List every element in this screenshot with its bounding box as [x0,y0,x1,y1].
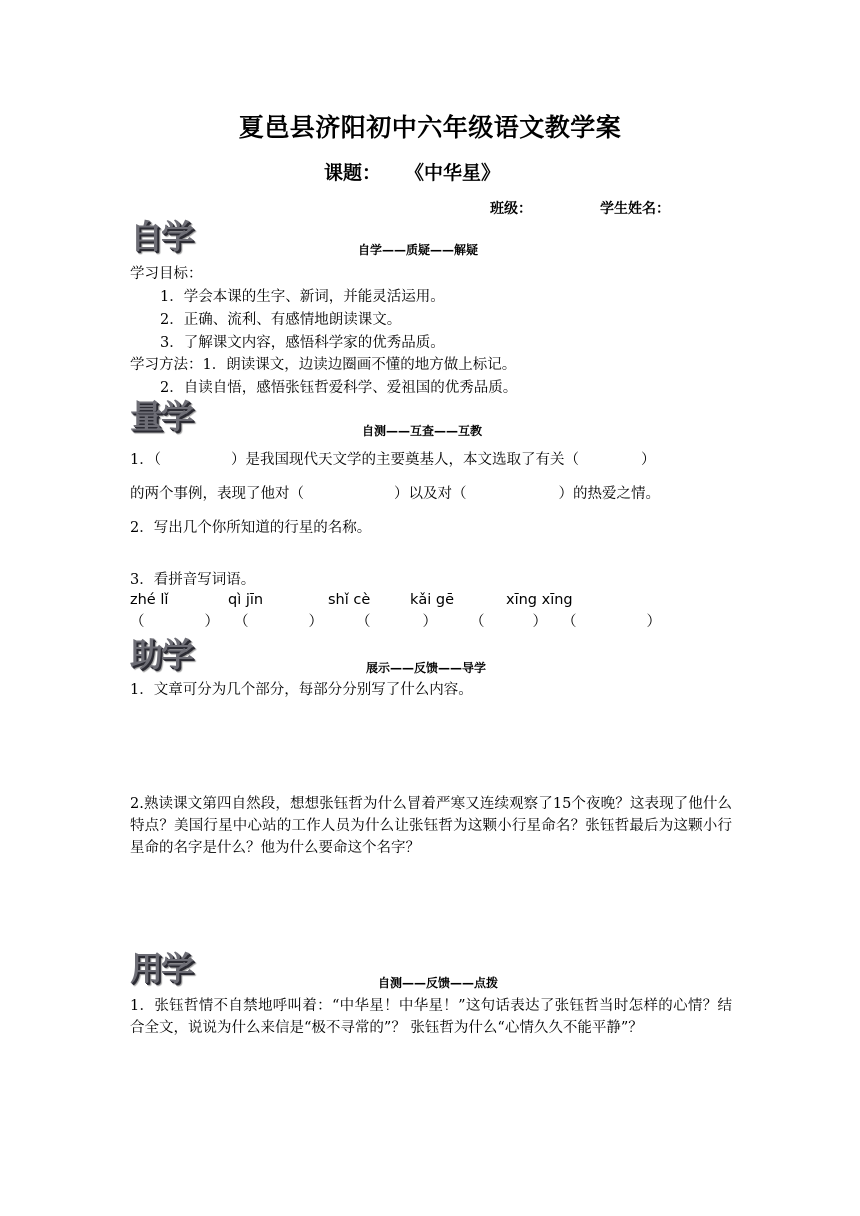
lesson-label: 课题： [324,162,382,184]
help-question-1: 1．文章可分为几个部分，每部分分别写了什么内容。 [130,682,473,698]
question-1-line-2: 的两个事例，表现了他对（ ）以及对（ ）的热爱之情。 [130,486,660,502]
method-item: 2．自读自悟，感悟张钰哲爱科学、爱祖国的优秀品质。 [160,380,518,396]
pinyin-item: xīng xīng [506,592,573,608]
section-subtitle-apply: 自测——反馈——点拨 [378,976,499,990]
goal-item: 1．学会本课的生字、新词，并能灵活运用。 [160,289,445,305]
lesson-title [324,158,500,185]
class-info [490,198,670,218]
lesson-name: 《中华星》 [405,162,501,184]
section-subtitle-help: 展示——反馈——导学 [366,661,487,675]
answer-blank[interactable]: （ ） [234,614,323,630]
section-icon-self-study: 自学 [130,217,192,256]
answer-blank[interactable]: （ ） [470,614,547,630]
pinyin-item: zhé lǐ [130,592,169,608]
pinyin-item: kǎi gē [410,592,455,608]
page-title: 夏邑县济阳初中六年级语文教学案 [238,113,622,142]
answer-blank[interactable]: （ ） [130,614,219,630]
class-label: 班级： [490,201,532,217]
method-item: 学习方法：1．朗读课文，边读边圈画不懂的地方做上标记。 [130,357,517,373]
answer-blank[interactable]: （ ） [562,614,661,630]
answer-blank[interactable]: （ ） [356,614,437,630]
pinyin-row [130,592,730,612]
pinyin-item: shǐ cè [328,592,371,608]
section-subtitle-self-study: 自学——质疑——解疑 [358,243,479,257]
question-1-line-1: 1．（ ）是我国现代天文学的主要奠基人，本文选取了有关（ ） [130,452,656,468]
help-question-2: 2.熟读课文第四自然段，想想张钰哲为什么冒着严寒又连续观察了15个夜晚？这表现了他什么特点？美国行星中心站的工作人员为什么让张钰哲为这颗小行星命名？张钰哲最后为这颗小行星命的名字是什么？他为什么要命这个名字？ [130,796,732,857]
student-name-label: 学生姓名： [600,201,670,217]
answer-brackets-row [130,612,690,632]
section-icon-apply: 用学 [130,949,192,988]
section-subtitle-measure: 自测——互查——互教 [362,424,483,438]
goals-label: 学习目标： [130,266,203,282]
question-2: 2．写出几个你所知道的行星的名称。 [130,520,372,536]
goal-item: 2．正确、流利、有感情地朗读课文。 [160,312,402,328]
question-3: 3．看拼音写词语。 [130,572,256,588]
section-icon-help: 助学 [130,635,192,674]
section-icon-measure: 量学 [130,397,192,436]
pinyin-item: qì jīn [228,592,264,608]
apply-question-1: 1．张钰哲情不自禁地呼叫着：“中华星！中华星！”这句话表达了张钰哲当时怎样的心情？结合全文，说说为什么来信是“极不寻常的”？ 张钰哲为什么“心情久久不能平静”？ [130,998,732,1037]
goal-item: 3．了解课文内容，感悟科学家的优秀品质。 [160,335,445,351]
